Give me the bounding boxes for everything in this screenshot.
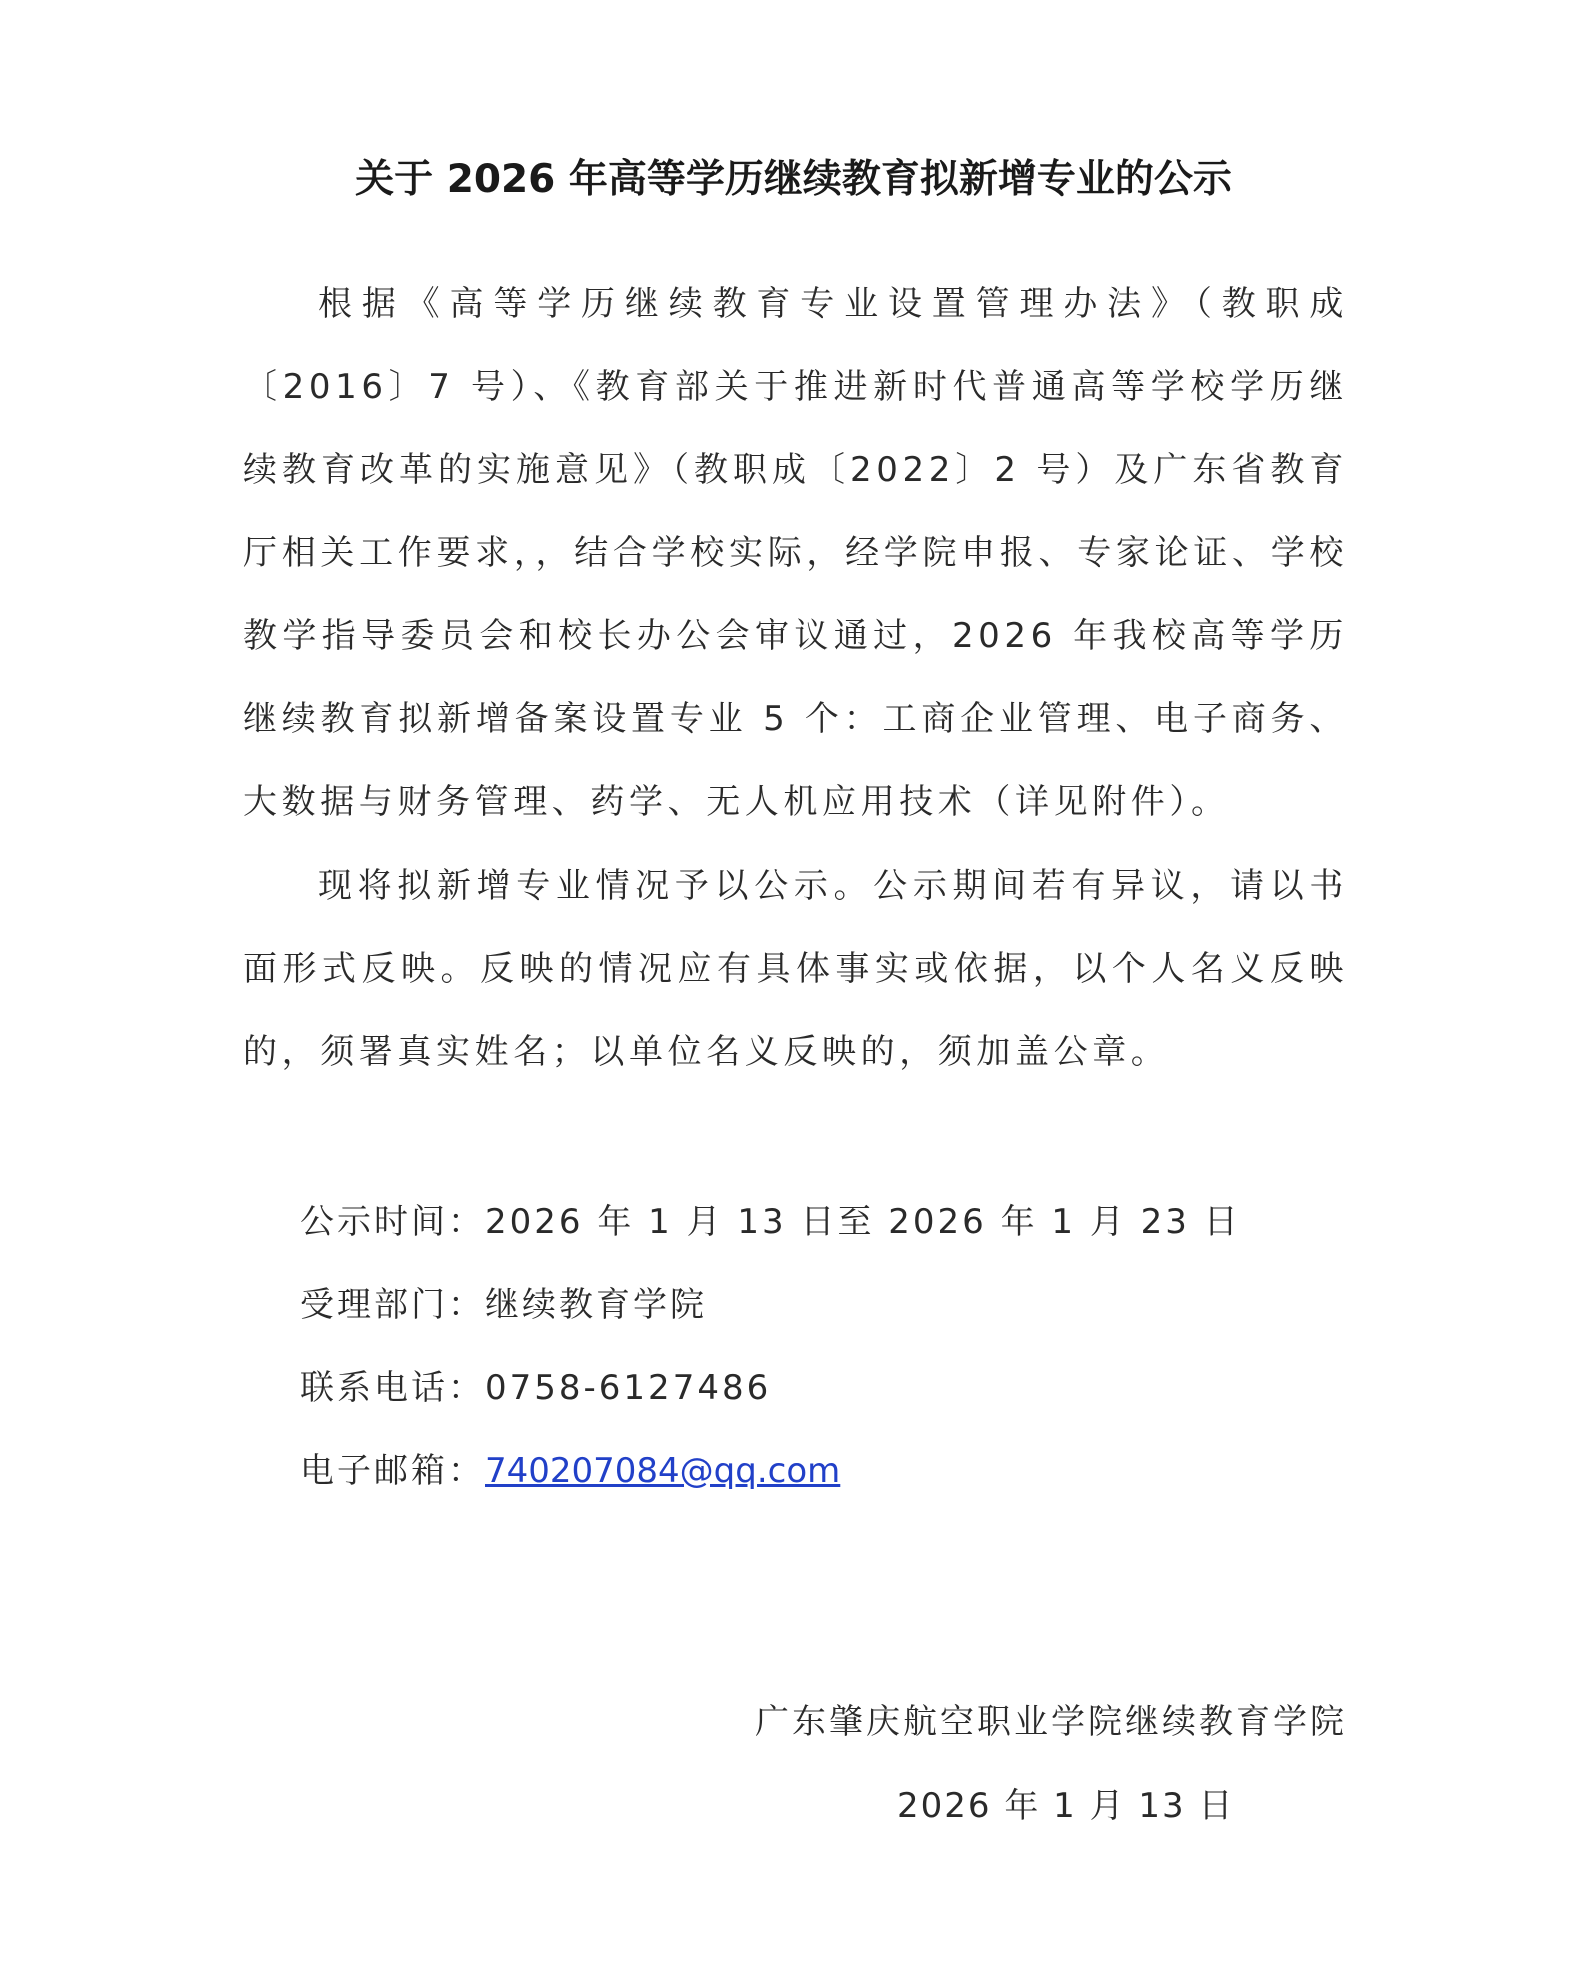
email-label: 电子邮箱：	[300, 1451, 485, 1491]
email-link[interactable]: 740207084@qq.com	[485, 1451, 841, 1491]
department-label: 受理部门：	[300, 1285, 485, 1325]
phone-line	[300, 1358, 771, 1418]
notice-time-label: 公示时间：	[300, 1202, 485, 1242]
paragraph-text: 现将拟新增专业情况予以公示。公示期间若有异议，请以书面形式反映。反映的情况应有具体事实或依据，以个人名义反映的，须署真实姓名；以单位名义反映的，须加盖公章。	[243, 866, 1348, 1072]
body-paragraph-2	[243, 845, 1348, 1094]
email-line	[300, 1441, 840, 1501]
department-value: 继续教育学院	[485, 1285, 707, 1325]
signature-organization: 广东肇庆航空职业学院继续教育学院	[755, 1702, 1347, 1742]
department-line	[300, 1275, 707, 1335]
phone-label: 联系电话：	[300, 1368, 485, 1408]
paragraph-text: 根据《高等学历继续教育专业设置管理办法》（教职成〔2016〕7 号）、《教育部关于推进新时代普通高等学校学历继续教育改革的实施意见》（教职成〔2022〕2 号）及广东省教育厅相关工作要求，，结合学校实际，经学院申报、专家论证、学校教学指导委员会和校长办公会审议通过，2026 年我校高等学历继续教育拟新增备案设置专业 5 个：工商企业管理、电子商务、大数据与财务管理、药学、无人机应用技术（详见附件）。	[243, 284, 1348, 822]
body-paragraph-1	[243, 263, 1348, 844]
notice-time-line	[300, 1192, 1241, 1252]
notice-time-value: 2026 年 1 月 13 日至 2026 年 1 月 23 日	[485, 1202, 1241, 1242]
signature-date: 2026 年 1 月 13 日	[897, 1786, 1235, 1826]
phone-value: 0758-6127486	[485, 1368, 772, 1408]
document-title: 关于 2026 年高等学历继续教育拟新增专业的公示	[355, 157, 1232, 202]
